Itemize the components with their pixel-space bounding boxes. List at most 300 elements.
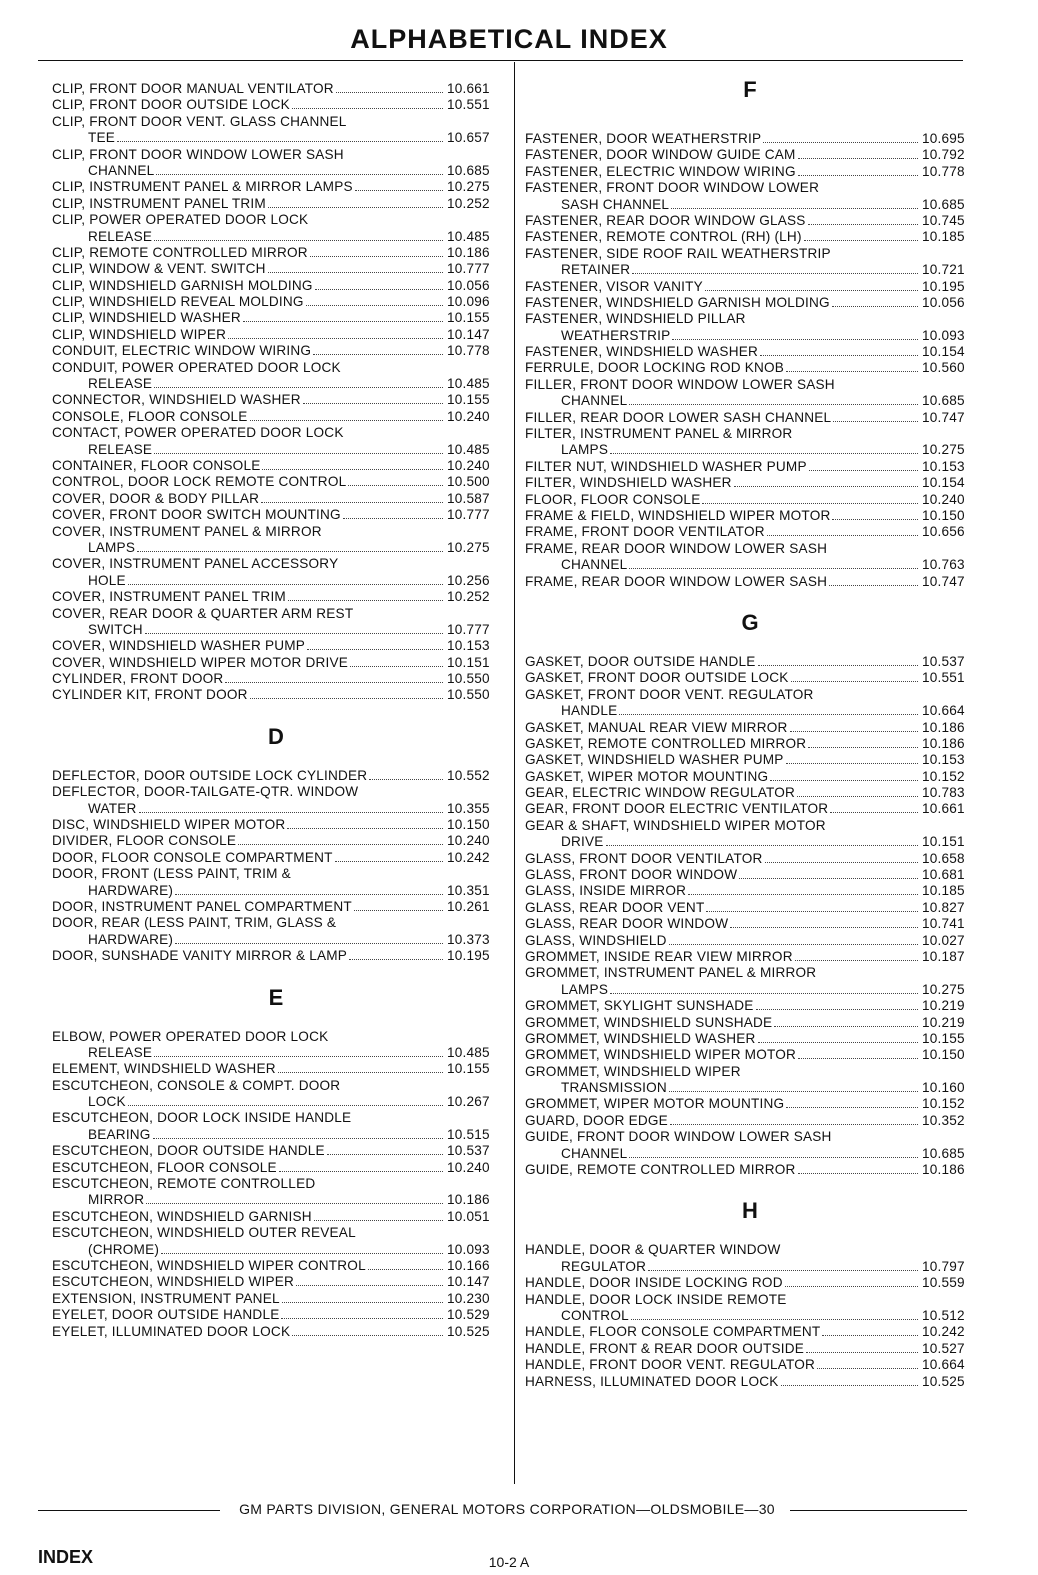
index-entry [52,687,500,703]
page-reference: 10.252 [447,195,490,211]
page-reference: 10.485 [447,441,490,457]
page-reference: 10.153 [447,638,490,654]
entry-text: CLIP, WINDSHIELD REVEAL MOLDING [52,294,304,310]
index-entry [525,900,975,916]
entry-text: RETAINER [561,262,631,278]
entry-text: RELEASE [88,376,153,392]
page-reference: 10.056 [447,277,490,293]
entry-text: ESCUTCHEON, DOOR LOCK INSIDE HANDLE [52,1110,352,1126]
entry-text: COVER, FRONT DOOR SWITCH MOUNTING [52,507,341,523]
dot-leader [153,1138,443,1139]
index-entry [525,131,975,147]
page-reference: 10.778 [922,163,965,179]
dot-leader [287,828,443,829]
index-entry [52,833,500,849]
entry-text: COVER, INSTRUMENT PANEL & MIRROR [52,523,322,539]
dot-leader [336,92,443,93]
entry-text: GLASS, FRONT DOOR VENTILATOR [525,850,763,866]
entry-text: LOCK [88,1094,126,1110]
dot-leader [350,666,443,667]
page-reference: 10.027 [922,932,965,948]
dot-leader [833,421,918,422]
page-reference: 10.485 [447,228,490,244]
page-reference: 10.261 [447,898,490,914]
entry-text: ELEMENT, WINDSHIELD WASHER [52,1061,276,1077]
page-reference: 10.219 [922,998,965,1014]
dot-leader [306,305,443,306]
index-entry [525,295,975,311]
index-entry [525,1113,975,1129]
entry-text: ESCUTCHEON, CONSOLE & COMPT. DOOR [52,1077,341,1093]
page-reference: 10.512 [922,1308,965,1323]
dot-leader [688,894,918,895]
dot-leader [355,190,443,191]
index-entry [525,311,975,344]
index-entry [525,933,975,949]
dot-leader [671,208,918,209]
entry-text: CHANNEL [561,557,628,573]
entry-text: FRAME, REAR DOOR WINDOW LOWER SASH [525,573,828,589]
index-entry [525,1374,975,1390]
dot-leader [161,1253,443,1254]
index-entry [525,574,975,590]
section-letter-heading: F [743,77,757,102]
dot-leader [790,731,918,732]
entry-text: CONDUIT, POWER OPERATED DOOR LOCK [52,359,341,375]
index-entry [525,1324,975,1340]
entry-text: RELEASE [88,228,153,244]
index-entry [52,866,500,899]
page-reference: 10.230 [447,1290,490,1306]
page-reference: 10.186 [447,1192,490,1208]
entry-text: HANDLE, DOOR INSIDE LOCKING ROD [525,1275,783,1291]
index-entry [525,164,975,180]
entry-text: DEFLECTOR, DOOR-TAILGATE-QTR. WINDOW [52,784,359,800]
page-reference: 10.186 [922,735,965,751]
entry-text: GEAR, ELECTRIC WINDOW REGULATOR [525,785,796,801]
index-entry [525,949,975,965]
page-reference: 10.560 [922,360,965,376]
dot-leader [619,714,918,715]
entry-text: CYLINDER, FRONT DOOR [52,671,224,687]
entry-text: FRAME & FIELD, WINDSHIELD WIPER MOTOR [525,507,831,523]
index-entry [525,147,975,163]
entry-text: GUARD, DOOR EDGE [525,1112,668,1128]
column-divider [514,62,515,1484]
entry-text: FASTENER, WINDSHIELD GARNISH MOLDING [525,294,830,310]
page-reference: 10.186 [922,1162,965,1178]
index-entry [52,179,500,195]
entry-text: BEARING [88,1126,151,1142]
dot-leader [830,812,918,813]
entry-text: GLASS, REAR DOOR VENT [525,899,705,915]
entry-text: GASKET, WIPER MOTOR MOUNTING [525,768,769,784]
page-reference: 10.721 [922,262,965,278]
entry-text: ESCUTCHEON, WINDSHIELD OUTER REVEAL [52,1225,356,1241]
page-reference: 10.529 [447,1307,490,1323]
entry-text: FILTER, INSTRUMENT PANEL & MIRROR [525,426,793,442]
page-reference: 10.093 [922,327,965,343]
page-reference: 10.352 [922,1112,965,1128]
dot-leader [354,910,443,911]
dot-leader [313,354,443,355]
page-reference: 10.275 [922,981,965,997]
dot-leader [343,518,443,519]
index-entry [525,213,975,229]
index-entry [52,392,500,408]
page-reference: 10.664 [922,1357,965,1373]
page-reference: 10.240 [447,457,490,473]
page-reference: 10.155 [447,392,490,408]
index-entry [52,1143,500,1159]
index-entry [525,229,975,245]
index-entry [52,491,500,507]
page-title: ALPHABETICAL INDEX [350,24,668,54]
entry-text: GROMMET, SKYLIGHT SUNSHADE [525,998,754,1014]
index-entry [525,736,975,752]
entry-text: HARDWARE) [88,931,174,947]
index-entry [52,1061,500,1077]
entry-text: GLASS, INSIDE MIRROR [525,883,687,899]
dot-leader [314,1220,443,1221]
index-entry [525,360,975,376]
entry-text: CLIP, FRONT DOOR WINDOW LOWER SASH [52,146,344,162]
dot-leader [292,1335,443,1336]
entry-text: ESCUTCHEON, WINDSHIELD WIPER [52,1274,294,1290]
dot-leader [765,862,919,863]
index-entry [525,1292,975,1325]
page-reference: 10.552 [447,767,490,783]
entry-text: CLIP, WINDOW & VENT. SWITCH [52,261,266,277]
entry-text: ESCUTCHEON, REMOTE CONTROLLED [52,1176,316,1192]
entry-text: CONSOLE, FLOOR CONSOLE [52,408,248,424]
index-entry [525,459,975,475]
page-reference: 10.747 [922,573,965,589]
entry-text: CLIP, FRONT DOOR VENT. GLASS CHANNEL [52,113,347,129]
entry-text: GLASS, WINDSHIELD [525,932,667,948]
page-reference: 10.685 [922,196,965,212]
dot-leader [832,519,918,520]
page-reference: 10.154 [922,344,965,360]
section-letter-heading: D [268,723,284,749]
index-entry [52,817,500,833]
dot-leader [786,371,918,372]
entry-text: CONTROL [561,1308,629,1323]
page-reference: 10.240 [447,833,490,849]
index-entry [525,1242,975,1275]
dot-leader [817,1368,918,1369]
dot-leader [146,1203,443,1204]
entry-text: FASTENER, FRONT DOOR WINDOW LOWER [525,180,820,196]
index-entry [525,654,975,670]
index-entry [52,915,500,948]
dot-leader [767,535,918,536]
index-entry [52,507,500,523]
index-entry [525,1357,975,1373]
index-entry [525,883,975,899]
dot-leader [349,959,443,960]
page-reference: 10.777 [447,261,490,277]
dot-leader [154,453,443,454]
right-column [525,75,975,1390]
index-entry [525,475,975,491]
index-entry [52,784,500,817]
page-reference: 10.147 [447,326,490,342]
entry-text: GASKET, DOOR OUTSIDE HANDLE [525,653,756,669]
entry-text: GLASS, REAR DOOR WINDOW [525,916,729,932]
page-reference: 10.147 [447,1274,490,1290]
page-reference: 10.240 [447,1159,490,1175]
index-entry [52,1291,500,1307]
dot-leader [292,108,443,109]
page-reference: 10.275 [922,442,965,458]
dot-leader [629,404,918,405]
dot-leader [730,927,918,928]
index-entry [525,769,975,785]
page-reference: 10.166 [447,1258,490,1273]
page-reference: 10.551 [447,97,490,113]
dot-leader [250,698,443,699]
index-entry [52,212,500,245]
entry-text: COVER, WINDSHIELD WIPER MOTOR DRIVE [52,654,349,670]
page-reference: 10.150 [447,817,490,833]
page-reference: 10.153 [922,752,965,768]
entry-text: GROMMET, WINDSHIELD WIPER [525,1063,741,1079]
index-entry [525,1096,975,1112]
dot-leader [781,1385,918,1386]
index-entry [52,1225,500,1258]
index-entry [525,1275,975,1291]
index-entry [525,801,975,817]
page-reference: 10.827 [922,899,965,915]
entry-text: COVER, DOOR & BODY PILLAR [52,490,260,506]
dot-leader [758,1042,918,1043]
dot-leader [128,584,443,585]
index-entry [52,327,500,343]
page-reference: 10.777 [447,621,490,637]
dot-leader [315,289,443,290]
index-entry [52,81,500,97]
entry-text: LAMPS [88,539,136,555]
index-entry [52,1110,500,1143]
footer-rule-left [38,1510,220,1511]
dot-leader [808,224,918,225]
page-reference: 10.664 [922,703,965,719]
page-reference: 10.551 [922,670,965,686]
entry-text: COVER, WINDSHIELD WASHER PUMP [52,638,306,654]
dot-leader [243,321,443,322]
page-reference: 10.658 [922,850,965,866]
entry-text: CLIP, REMOTE CONTROLLED MIRROR [52,244,308,260]
index-entry [52,360,500,393]
entry-text: SWITCH [88,621,143,637]
dot-leader [225,682,443,683]
dot-leader [288,600,443,601]
entry-text: WEATHERSTRIP [561,327,671,343]
index-entry [525,670,975,686]
entry-text: ESCUTCHEON, WINDSHIELD WIPER CONTROL [52,1258,366,1273]
page-reference: 10.185 [922,229,965,245]
entry-text: GROMMET, INSTRUMENT PANEL & MIRROR [525,965,817,981]
index-entry [525,1064,975,1097]
entry-text: CONTROL, DOOR LOCK REMOTE CONTROL [52,474,347,490]
dot-leader [156,174,443,175]
page-reference: 10.550 [447,671,490,687]
title-rule [38,60,963,61]
dot-leader [808,747,918,748]
index-entry [52,245,500,261]
page-reference: 10.587 [447,490,490,506]
dot-leader [307,649,443,650]
dot-leader [669,1091,918,1092]
index-entry [525,180,975,213]
index-entry [52,458,500,474]
index-entry [52,606,500,639]
index-entry [525,1047,975,1063]
index-entry [52,1176,500,1209]
page-reference: 10.275 [447,179,490,195]
index-entry [52,524,500,557]
index-entry [52,556,500,589]
dot-leader [137,551,443,552]
entry-text: CLIP, FRONT DOOR OUTSIDE LOCK [52,97,290,113]
page-reference: 10.783 [922,785,965,801]
index-entry [52,310,500,326]
index-entry [525,508,975,524]
dot-leader [798,1058,918,1059]
index-entry [52,409,500,425]
page-reference: 10.685 [447,162,490,178]
dot-leader [669,944,918,945]
page-reference: 10.152 [922,768,965,784]
page-reference: 10.685 [922,1145,965,1161]
page-reference: 10.256 [447,572,490,588]
index-entry [525,818,975,851]
dot-leader [809,470,918,471]
page-reference: 10.797 [922,1258,965,1274]
entry-text: GROMMET, WINDSHIELD WASHER [525,1030,756,1046]
page-reference: 10.527 [922,1340,965,1356]
entry-text: CLIP, WINDSHIELD GARNISH MOLDING [52,277,313,293]
index-entry [52,278,500,294]
entry-text: REGULATOR [561,1258,647,1274]
entry-text: FLOOR, FLOOR CONSOLE [525,491,701,507]
index-entry [525,377,975,410]
dot-leader [632,273,918,274]
dot-leader [128,1105,443,1106]
page-reference: 10.051 [447,1208,490,1224]
dot-leader [335,861,443,862]
entry-text: CHANNEL [561,1145,628,1161]
entry-text: EYELET, ILLUMINATED DOOR LOCK [52,1323,291,1339]
dot-leader [282,1302,443,1303]
dot-leader [310,256,443,257]
dot-leader [739,878,918,879]
dot-leader [261,502,443,503]
entry-text: FILLER, FRONT DOOR WINDOW LOWER SASH [525,376,835,392]
entry-text: GASKET, WINDSHIELD WASHER PUMP [525,752,784,768]
index-entry [525,1129,975,1162]
page-reference: 10.355 [447,800,490,816]
entry-text: FILTER NUT, WINDSHIELD WASHER PUMP [525,458,807,474]
page-reference: 10.657 [447,130,490,146]
dot-leader [262,469,443,470]
page-number: 10-2 A [488,1554,530,1570]
entry-text: DOOR, SUNSHADE VANITY MIRROR & LAMP [52,948,348,964]
dot-leader [832,306,918,307]
entry-text: RELEASE [88,1044,153,1060]
index-entry [52,671,500,687]
entry-text: CLIP, WINDSHIELD WASHER [52,310,241,326]
page-reference: 10.681 [922,867,965,883]
page-reference: 10.515 [447,1126,490,1142]
dot-leader [804,240,918,241]
section-letter-heading: G [741,609,759,635]
entry-text: GROMMET, WINDSHIELD SUNSHADE [525,1014,773,1030]
entry-text: LAMPS [561,442,609,458]
footer-publisher: GM PARTS DIVISION, GENERAL MOTORS CORPORATION—OLDSMOBILE—30 [239,1501,775,1517]
entry-text: FILTER, WINDSHIELD WASHER [525,475,732,491]
entry-text: CLIP, POWER OPERATED DOOR LOCK [52,212,309,228]
dot-leader [791,681,918,682]
page-reference: 10.661 [447,81,490,96]
dot-leader [770,780,918,781]
entry-text: FASTENER, DOOR WEATHERSTRIP [525,131,762,146]
page-reference: 10.747 [922,409,965,425]
entry-text: COVER, INSTRUMENT PANEL TRIM [52,589,286,605]
index-entry [525,426,975,459]
page-reference: 10.240 [447,408,490,424]
index-entry [52,261,500,277]
dot-leader [139,812,443,813]
dot-leader [795,960,918,961]
index-entry [52,638,500,654]
entry-text: DRIVE [561,834,604,850]
dot-leader [278,1072,443,1073]
page-reference: 10.537 [447,1143,490,1159]
entry-text: DEFLECTOR, DOOR OUTSIDE LOCK CYLINDER [52,767,368,783]
entry-text: CLIP, WINDSHIELD WIPER [52,326,227,342]
page-reference: 10.685 [922,393,965,409]
entry-text: MIRROR [88,1192,145,1208]
index-entry [52,899,500,915]
page-reference: 10.195 [447,948,490,964]
index-entry [52,425,500,458]
dot-leader [610,453,918,454]
dot-leader [670,1124,918,1125]
entry-text: GROMMET, INSIDE REAR VIEW MIRROR [525,948,793,964]
index-entry [52,768,500,784]
dot-leader [705,290,918,291]
page-reference: 10.763 [922,557,965,573]
dot-leader [786,1107,918,1108]
dot-leader [154,1056,443,1057]
dot-leader [702,503,918,504]
index-entry [525,851,975,867]
dot-leader [758,665,919,666]
entry-text: FASTENER, REMOTE CONTROL (RH) (LH) [525,229,802,245]
page-reference: 10.219 [922,1014,965,1030]
section-letter-heading: E [268,984,284,1010]
page-reference: 10.485 [447,1044,490,1060]
entry-text: CYLINDER KIT, FRONT DOOR [52,687,248,703]
page-reference: 10.056 [922,294,965,310]
page-reference: 10.240 [922,491,965,507]
page-reference: 10.373 [447,931,490,947]
index-entry [525,492,975,508]
dot-leader [629,568,918,569]
dot-leader [785,1286,918,1287]
